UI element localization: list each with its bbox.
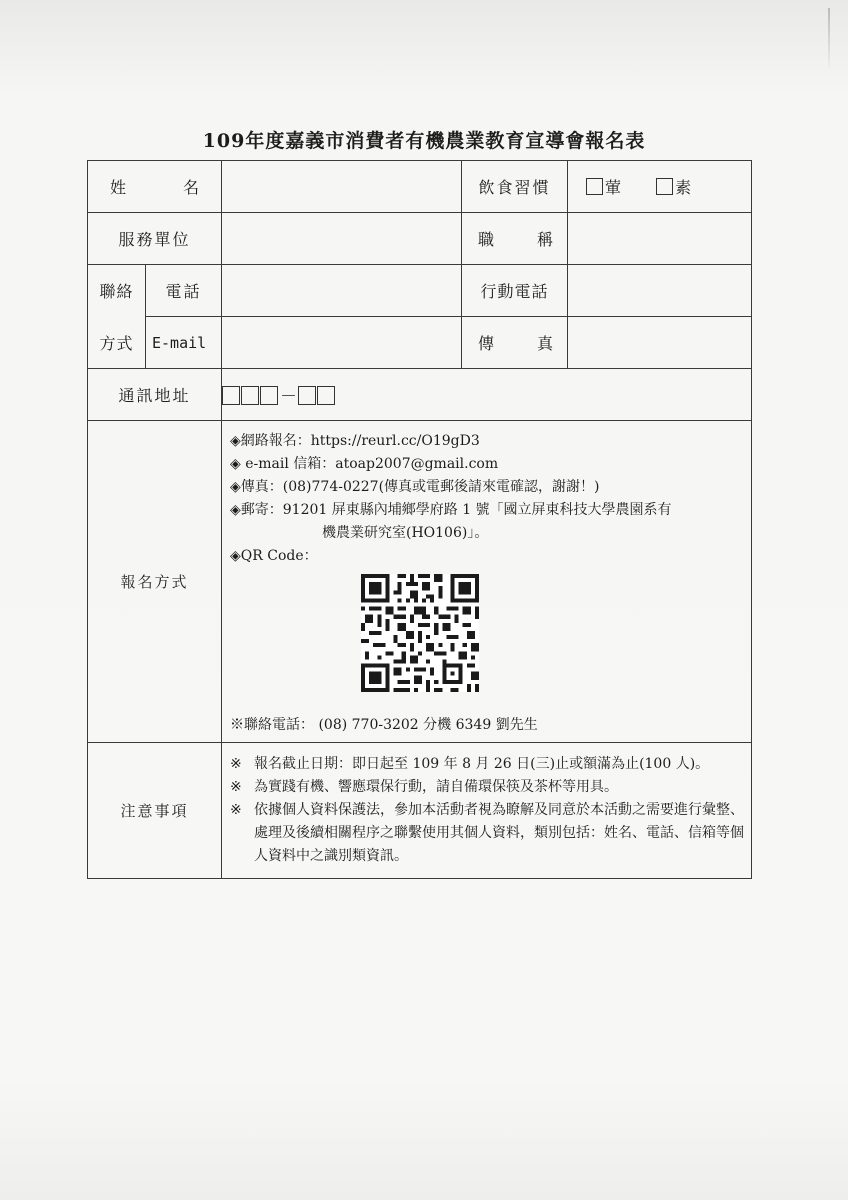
note-text: 依據個人資料保護法，參加本活動者視為瞭解及同意於本活動之需要進行彙整、處理及後續相關程序之聯繫使用其個人資料，類別包括：姓名、電話、信箱等個人資料中之識別類資訊。 [254,802,744,864]
name-label-cell [88,161,222,213]
note-mark: ※ [230,756,242,772]
zip-box-1[interactable] [222,386,240,405]
row-phone [88,265,752,317]
note-item [230,776,745,799]
mobile-label: 行動電話 [462,265,568,317]
note-mark: ※ [230,779,242,795]
notes-content [222,743,752,879]
job-field[interactable] [568,213,752,265]
diet-label: 飲食習慣 [462,161,568,213]
name-label-b: 名 [182,178,199,197]
diet-options-cell [568,161,752,213]
zip-box-2[interactable] [241,386,259,405]
registration-qr-label: ◈QR Code： [230,548,318,564]
unit-field[interactable] [222,213,462,265]
phone-field[interactable] [222,265,462,317]
job-label-a: 職 [478,230,495,249]
registration-online: ◈網路報名：https://reurl.cc/O19gD3 [230,433,480,449]
registration-fax: ◈傳真：(08)774-0227(傳真或電郵後請來電確認，謝謝！) [230,479,600,495]
registration-content [222,421,752,743]
scan-edge-mark [828,8,830,68]
fax-field[interactable] [568,317,752,369]
name-label-a: 姓 [110,178,127,197]
qr-code-icon[interactable] [356,574,484,692]
zip-box-3[interactable] [260,386,278,405]
registration-email: ◈ e-mail 信箱：atoap2007@gmail.com [230,456,499,472]
diet-option-meat[interactable]: 葷 [586,178,626,197]
diet-option-veg[interactable]: 素 [656,178,691,197]
form-title: 109年度嘉義市消費者有機農業教育宣導會報名表 [202,130,646,152]
fax-label-b: 真 [536,334,553,353]
zip-separator: － [280,387,297,407]
email-field[interactable] [222,317,462,369]
registration-contact-phone: ※聯絡電話： (08) 770-3202 分機 6349 劉先生 [230,717,538,733]
fax-label-a: 傳 [478,334,495,353]
zip-box-5[interactable] [317,386,335,405]
note-text: 為實踐有機、響應環保行動，請自備環保筷及茶杯等用具。 [254,779,618,795]
fax-label-cell [462,317,568,369]
checkbox-veg[interactable] [656,178,673,195]
note-mark: ※ [230,802,242,818]
note-item [230,753,745,776]
registration-mail-line1: ◈郵寄：91201 屏東縣內埔鄉學府路 1 號「國立屏東科技大學農園系有 [230,502,672,518]
contact-label-b: 方式 [88,317,146,369]
row-name [88,161,752,213]
row-notes [88,743,752,879]
job-label-cell [462,213,568,265]
email-label: E-mail [146,317,222,369]
phone-label: 電話 [146,265,222,317]
row-email [88,317,752,369]
unit-label: 服務單位 [88,213,222,265]
row-unit [88,213,752,265]
checkbox-meat[interactable] [586,178,603,195]
address-field[interactable] [222,369,752,421]
registration-mail-line2: 機農業研究室(HO106)」。 [322,525,489,541]
registration-form-table [87,160,752,879]
zip-box-4[interactable] [298,386,316,405]
job-label-b: 稱 [536,230,553,249]
registration-label: 報名方式 [88,421,222,743]
note-text: 報名截止日期：即日起至 109 年 8 月 26 日(三)止或額滿為止(100 人)。 [254,756,710,772]
notes-label: 注意事項 [88,743,222,879]
mobile-field[interactable] [568,265,752,317]
address-label: 通訊地址 [88,369,222,421]
name-field[interactable] [222,161,462,213]
row-registration [88,421,752,743]
note-item [230,799,745,868]
contact-label-a: 聯絡 [88,265,146,317]
row-address [88,369,752,421]
